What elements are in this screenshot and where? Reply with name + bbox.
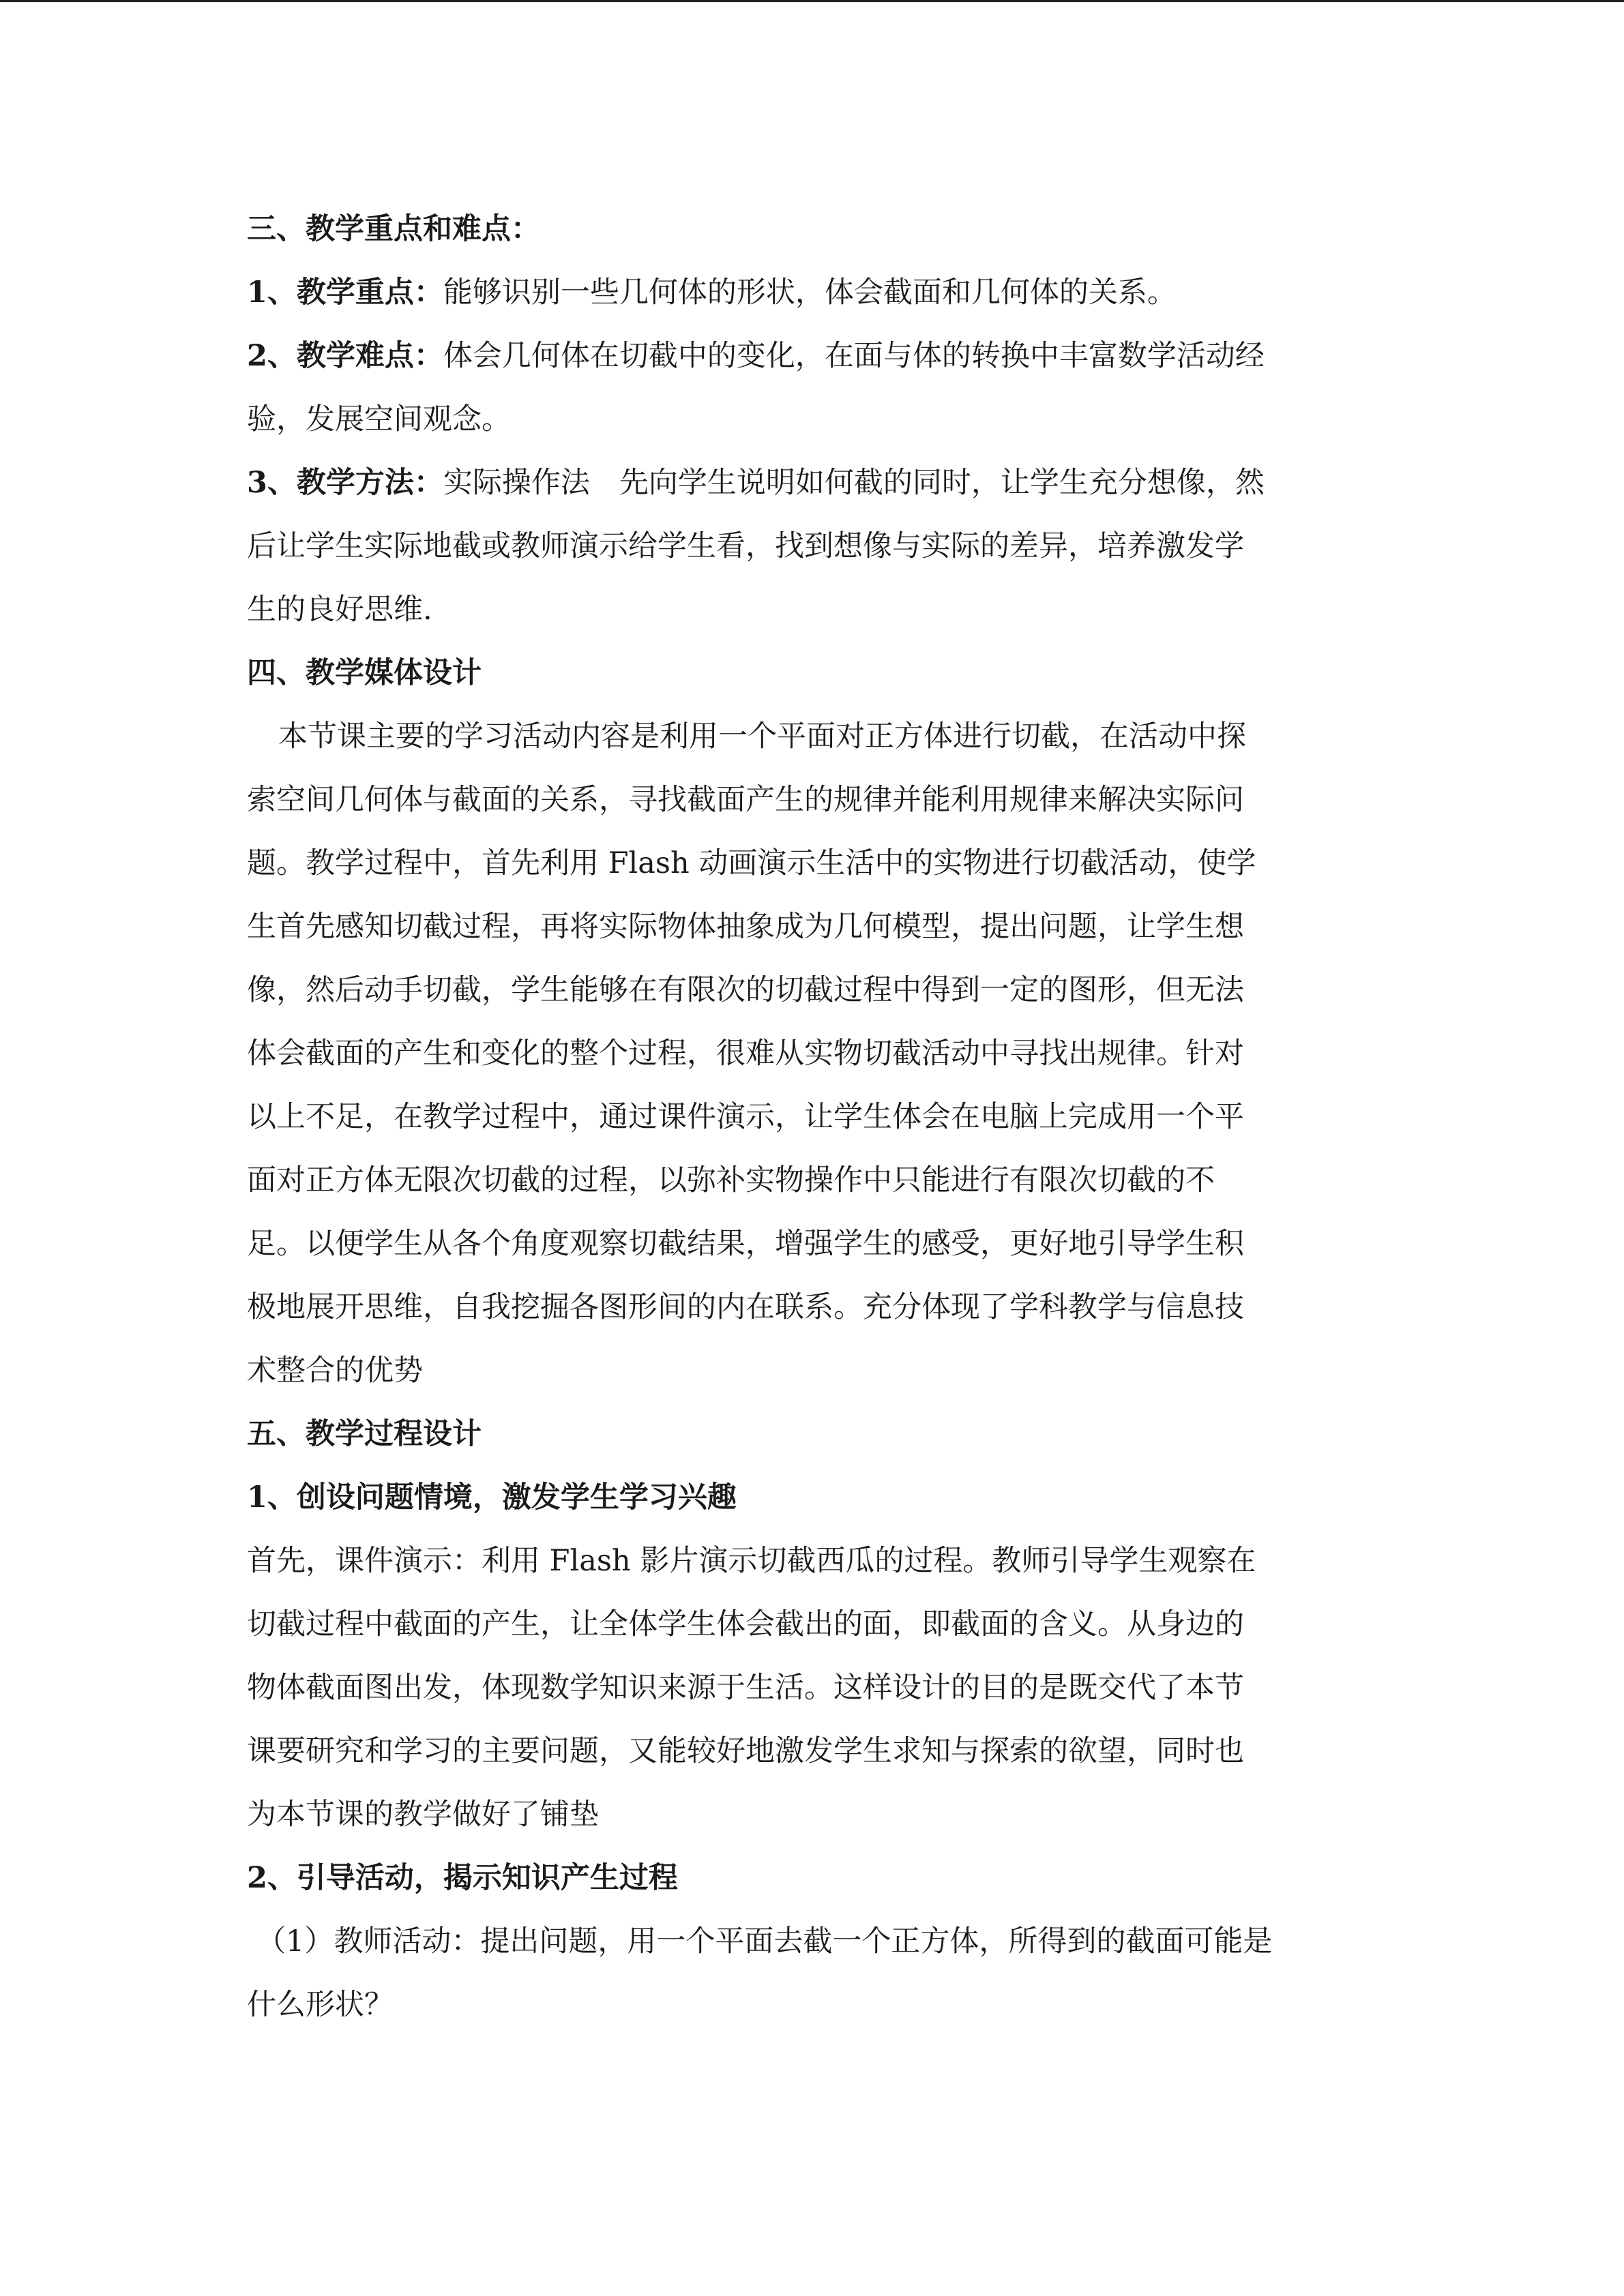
method-text-line-1: 实际操作法 先向学生说明如何截的同时，让学生充分想像，然 <box>443 466 1265 500</box>
media-paragraph-line: 极地展开思维，自我挖掘各图形间的内在联系。充分体现了学科教学与信息技 <box>247 1290 1244 1324</box>
subsection-2-heading: 2、引导活动，揭示知识产生过程 <box>247 1861 678 1895</box>
difficulty-item <box>247 325 1379 388</box>
method-item <box>247 451 1379 515</box>
method-text-line-3: 生的良好思维. <box>247 593 432 627</box>
media-paragraph-line: 生首先感知切截过程，再将实际物体抽象成为几何模型，提出问题，让学生想 <box>247 910 1244 944</box>
media-paragraph-line: 索空间几何体与截面的关系，寻找截面产生的规律并能利用规律来解决实际问 <box>247 783 1244 817</box>
media-paragraph-line: 足。以便学生从各个角度观察切截结果，增强学生的感受，更好地引导学生积 <box>247 1227 1244 1261</box>
subsection-1-heading: 1、创设问题情境，激发学生学习兴趣 <box>247 1480 737 1515</box>
method-label: 3、教学方法： <box>247 466 443 500</box>
difficulty-label: 2、教学难点： <box>247 339 443 373</box>
method-text-line-2: 后让学生实际地截或教师演示给学生看，找到想像与实际的差异，培养激发学 <box>247 529 1244 563</box>
difficulty-text-line-2: 验，发展空间观念。 <box>247 402 511 436</box>
difficulty-text-line-1: 体会几何体在切截中的变化，在面与体的转换中丰富数学活动经 <box>443 339 1265 373</box>
key-points-label: 1、教学重点： <box>247 275 443 310</box>
subsection-1-line: 课要研究和学习的主要问题，又能较好地激发学生求知与探索的欲望，同时也 <box>247 1734 1244 1768</box>
section-5-heading: 五、教学过程设计 <box>247 1417 482 1451</box>
top-border-rule <box>0 0 1624 2</box>
section-3-heading: 三、教学重点和难点： <box>247 212 540 246</box>
section-4-heading: 四、教学媒体设计 <box>247 656 482 690</box>
subsection-1-line: 为本节课的教学做好了铺垫 <box>247 1798 599 1832</box>
key-points-item <box>247 261 1379 325</box>
media-paragraph-line: 术整合的优势 <box>247 1354 423 1388</box>
subsection-1-line: 首先，课件演示：利用 Flash 影片演示切截西瓜的过程。教师引导学生观察在 <box>247 1544 1256 1578</box>
subsection-1-line: 切截过程中截面的产生，让全体学生体会截出的面，即截面的含义。从身边的 <box>247 1607 1244 1641</box>
media-paragraph-line: 体会截面的产生和变化的整个过程，很难从实物切截活动中寻找出规律。针对 <box>247 1037 1244 1071</box>
media-paragraph-line: 本节课主要的学习活动内容是利用一个平面对正方体进行切截，在活动中探 <box>278 719 1246 754</box>
media-paragraph-line: 面对正方体无限次切截的过程，以弥补实物操作中只能进行有限次切截的不 <box>247 1163 1215 1197</box>
subsection-1-line: 物体截面图出发，体现数学知识来源于生活。这样设计的目的是既交代了本节 <box>247 1671 1244 1705</box>
media-paragraph-line: 像，然后动手切截，学生能够在有限次的切截过程中得到一定的图形，但无法 <box>247 973 1244 1007</box>
subsection-2-line: （1）教师活动：提出问题，用一个平面去截一个正方体，所得到的截面可能是 <box>256 1924 1273 1958</box>
media-paragraph-line: 题。教学过程中，首先利用 Flash 动画演示生活中的实物进行切截活动，使学 <box>247 846 1256 880</box>
media-paragraph-line: 以上不足，在教学过程中，通过课件演示，让学生体会在电脑上完成用一个平 <box>247 1100 1244 1134</box>
document-body <box>247 198 1379 2037</box>
key-points-text: 能够识别一些几何体的形状，体会截面和几何体的关系。 <box>443 275 1177 310</box>
subsection-2-line: 什么形状？ <box>247 1988 394 2022</box>
